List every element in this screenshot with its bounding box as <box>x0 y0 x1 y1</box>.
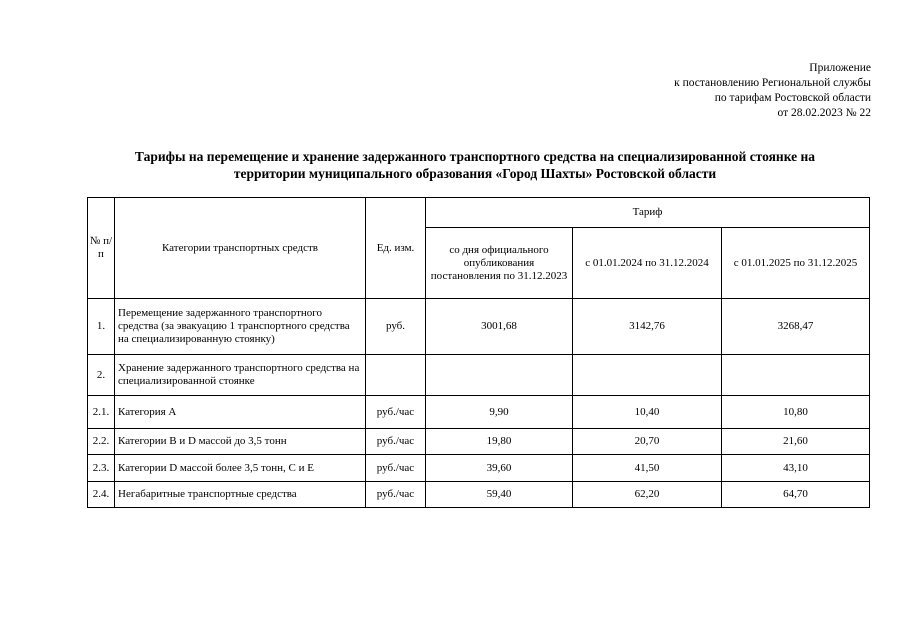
row-value: 21,60 <box>722 429 870 455</box>
header-period-2: с 01.01.2024 по 31.12.2024 <box>573 228 722 299</box>
row-value: 20,70 <box>573 429 722 455</box>
appendix-date: от 28.02.2023 № 22 <box>777 107 871 119</box>
row-unit: руб. <box>366 299 426 355</box>
header-tariff: Тариф <box>426 198 870 228</box>
row-unit: руб./час <box>366 455 426 482</box>
header-period-1: со дня официального опубликования постановления по 31.12.2023 <box>426 228 573 299</box>
row-name: Категории В и D массой до 3,5 тонн <box>115 429 366 455</box>
row-name: Категория А <box>115 396 366 429</box>
row-value: 3001,68 <box>426 299 573 355</box>
row-num: 1. <box>88 299 115 355</box>
row-name: Категории D массой более 3,5 тонн, С и Е <box>115 455 366 482</box>
row-name: Негабаритные транспортные средства <box>115 482 366 508</box>
row-value: 19,80 <box>426 429 573 455</box>
table-row <box>88 299 870 355</box>
document-title <box>60 148 890 182</box>
appendix-note <box>674 61 871 121</box>
title-line: территории муниципального образования «Город Шахты» Ростовской области <box>233 166 717 181</box>
row-num: 2.2. <box>88 429 115 455</box>
row-name: Хранение задержанного транспортного средства на специализированной стоянке <box>115 355 366 396</box>
row-num: 2.3. <box>88 455 115 482</box>
header-category: Категории транспортных средств <box>115 198 366 299</box>
header-num: № п/п <box>88 198 115 299</box>
title-line: Тарифы на перемещение и хранение задержанного транспортного средства на специализированной стоянке на <box>134 149 816 164</box>
table-row <box>88 455 870 482</box>
table-row <box>88 482 870 508</box>
table-row <box>88 429 870 455</box>
table-row <box>88 396 870 429</box>
row-unit: руб./час <box>366 396 426 429</box>
row-value: 9,90 <box>426 396 573 429</box>
row-value: 39,60 <box>426 455 573 482</box>
row-value: 10,80 <box>722 396 870 429</box>
row-value <box>573 355 722 396</box>
table-row <box>88 355 870 396</box>
row-value: 41,50 <box>573 455 722 482</box>
row-value: 10,40 <box>573 396 722 429</box>
row-num: 2. <box>88 355 115 396</box>
row-unit: руб./час <box>366 482 426 508</box>
row-unit: руб./час <box>366 429 426 455</box>
appendix-line: Приложение <box>809 62 871 74</box>
row-value: 43,10 <box>722 455 870 482</box>
row-num: 2.1. <box>88 396 115 429</box>
row-num: 2.4. <box>88 482 115 508</box>
header-period-3: с 01.01.2025 по 31.12.2025 <box>722 228 870 299</box>
row-value: 3142,76 <box>573 299 722 355</box>
row-value <box>426 355 573 396</box>
row-unit <box>366 355 426 396</box>
tariff-table <box>87 197 870 508</box>
row-value <box>722 355 870 396</box>
table-header-row <box>88 198 870 228</box>
appendix-line: к постановлению Региональной службы <box>674 77 871 89</box>
row-value: 59,40 <box>426 482 573 508</box>
header-unit: Ед. изм. <box>366 198 426 299</box>
row-name: Перемещение задержанного транспортного средства (за эвакуацию 1 транспортного средства на специализированную стоянку) <box>115 299 366 355</box>
row-value: 62,20 <box>573 482 722 508</box>
row-value: 64,70 <box>722 482 870 508</box>
appendix-line: по тарифам Ростовской области <box>714 92 871 104</box>
row-value: 3268,47 <box>722 299 870 355</box>
